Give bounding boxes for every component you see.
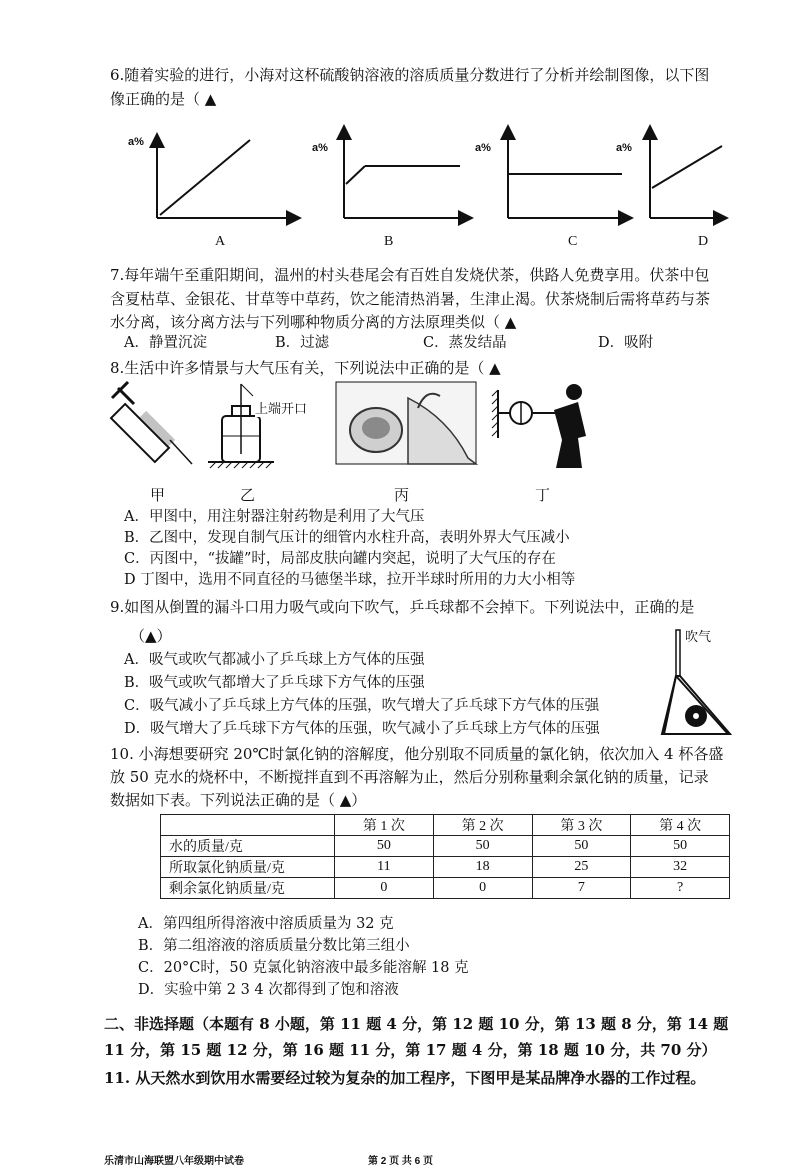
q8-fig-label-ding: 丁 — [535, 486, 551, 504]
q10-line1: 10. 小海想要研究 20℃时氯化钠的溶解度，他分别取不同质量的氯化钠，依次加入 4 杯各盛 — [110, 745, 724, 763]
q8-figures — [108, 378, 628, 478]
q8-option-d: D 丁图中，选用不同直径的马德堡半球，拉开半球时所用的力大小相等 — [124, 572, 576, 588]
q10-line2: 放 50 克水的烧杯中，不断搅拌直到不再溶解为止，然后分别称量剩余氯化钠的质量，记录 — [110, 768, 709, 786]
q6-line2: 像正确的是（ ▲ — [110, 90, 217, 108]
table-cell: 剩余氯化钠质量/克 — [161, 878, 335, 899]
graph-a-label: A — [215, 234, 226, 249]
graph-a — [157, 136, 298, 218]
q7-option-d: D．吸附 — [598, 335, 654, 351]
table-cell: 7 — [532, 878, 631, 899]
table-cell: 50 — [335, 836, 434, 857]
q6-line1: 6.随着实验的进行，小海对这杯硫酸钠溶液的溶质质量分数进行了分析并绘制图像，以下图 — [110, 66, 710, 84]
syringe-figure — [111, 382, 192, 464]
section2-line2: 11 分，第 15 题 12 分，第 16 题 11 分，第 17 题 4 分，第 18 题 10 分，共 70 分） — [104, 1041, 717, 1059]
q9-option-d: D．吸气增大了乒乓球下方气体的压强，吹气减小了乒乓球上方气体的压强 — [124, 721, 600, 737]
q9-option-c: C．吸气减小了乒乓球上方气体的压强，吹气增大了乒乓球下方气体的压强 — [124, 698, 600, 714]
table-header-cell: 第 3 次 — [532, 815, 631, 836]
table-cell: 25 — [532, 857, 631, 878]
table-cell: ? — [631, 878, 730, 899]
q10-line3: 数据如下表。下列说法正确的是（ ▲） — [110, 791, 367, 809]
q9-line1: 9.如图从倒置的漏斗口用力吸气或向下吹气，乒乓球都不会掉下。下列说法中，正确的是 — [110, 598, 695, 616]
graph-d-ylabel: a% — [616, 142, 632, 154]
q8-option-b: B．乙图中，发现自制气压计的细管内水柱升高，表明外界大气压减小 — [124, 530, 570, 546]
q8-fig-label-bing: 丙 — [394, 486, 410, 504]
graph-d-label: D — [698, 234, 709, 249]
graph-b — [344, 128, 470, 218]
q10-option-b: B．第二组溶液的溶质质量分数比第三组小 — [138, 938, 410, 954]
footer-exam-title: 乐清市山海联盟八年级期中试卷 — [104, 1156, 244, 1167]
table-cell: 32 — [631, 857, 730, 878]
q7-line1: 7.每年端午至重阳期间，温州的村头巷尾会有百姓自发烧伏茶，供路人免费享用。伏茶中包 — [110, 266, 710, 284]
q10-option-d: D．实验中第 2 3 4 次都得到了饱和溶液 — [138, 982, 399, 998]
q6-graphs — [110, 118, 730, 258]
table-row — [161, 857, 730, 878]
table-header-cell: 第 4 次 — [631, 815, 730, 836]
section2-line1: 二、非选择题（本题有 8 小题，第 11 题 4 分，第 12 题 10 分，第 13 题 8 分，第 14 题 — [104, 1015, 729, 1033]
table-cell: 所取氯化钠质量/克 — [161, 857, 335, 878]
funnel-label: 吹气 — [685, 630, 712, 645]
q11-line1: 11. 从天然水到饮用水需要经过较为复杂的加工程序，下图甲是某品牌净水器的工作过程。 — [104, 1069, 706, 1087]
table-header-cell: 第 1 次 — [335, 815, 434, 836]
cupping-figure — [336, 382, 476, 464]
q7-option-b: B．过滤 — [275, 335, 330, 351]
table-header-cell — [161, 815, 335, 836]
graph-b-label: B — [384, 234, 394, 249]
graph-c-label: C — [568, 234, 578, 249]
q10-data-table — [160, 814, 730, 899]
bottle-figure — [208, 384, 274, 468]
q10-option-c: C．20°C时，50 克氯化钠溶液中最多能溶解 18 克 — [138, 960, 469, 976]
q8-option-a: A．甲图中，用注射器注射药物是利用了大气压 — [124, 509, 425, 525]
q7-option-a: A．静置沉淀 — [124, 335, 207, 351]
table-cell: 50 — [433, 836, 532, 857]
graph-c-ylabel: a% — [475, 142, 491, 154]
table-cell: 0 — [433, 878, 532, 899]
table-row — [161, 836, 730, 857]
q8-fig-label-yi: 乙 — [240, 486, 256, 504]
table-cell: 0 — [335, 878, 434, 899]
q9-option-b: B．吸气或吹气都增大了乒乓球下方气体的压强 — [124, 675, 425, 691]
q7-line2: 含夏枯草、金银花、甘草等中草药，饮之能清热消暑，生津止渴。伏茶烧制后需将草药与茶 — [110, 290, 711, 308]
table-header-cell: 第 2 次 — [433, 815, 532, 836]
graph-d — [650, 128, 725, 218]
q10-option-a: A．第四组所得溶液中溶质质量为 32 克 — [138, 916, 394, 932]
q8-line1: 8.生活中许多情景与大气压有关，下列说法中正确的是（ ▲ — [110, 359, 501, 377]
table-header-row — [161, 815, 730, 836]
table-cell: 18 — [433, 857, 532, 878]
table-cell: 50 — [532, 836, 631, 857]
q7-option-c: C．蒸发结晶 — [423, 335, 507, 351]
q9-line2: （▲） — [130, 627, 172, 645]
table-cell: 50 — [631, 836, 730, 857]
table-row — [161, 878, 730, 899]
table-cell: 水的质量/克 — [161, 836, 335, 857]
footer-page-number: 第 2 页 共 6 页 — [368, 1156, 434, 1167]
q7-line3: 水分离，该分离方法与下列哪种物质分离的方法原理类似（ ▲ — [110, 313, 517, 331]
q8-fig-label-jia: 甲 — [150, 486, 166, 504]
bottle-note: 上端开口 — [255, 398, 307, 417]
q8-option-c: C．丙图中，“拔罐”时，局部皮肤向罐内突起，说明了大气压的存在 — [124, 551, 556, 567]
magdeburg-figure — [492, 384, 586, 468]
graph-a-ylabel: a% — [128, 136, 144, 148]
graph-b-ylabel: a% — [312, 142, 328, 154]
table-cell: 11 — [335, 857, 434, 878]
graph-c — [508, 128, 630, 218]
q9-option-a: A．吸气或吹气都减小了乒乓球上方气体的压强 — [124, 652, 425, 668]
